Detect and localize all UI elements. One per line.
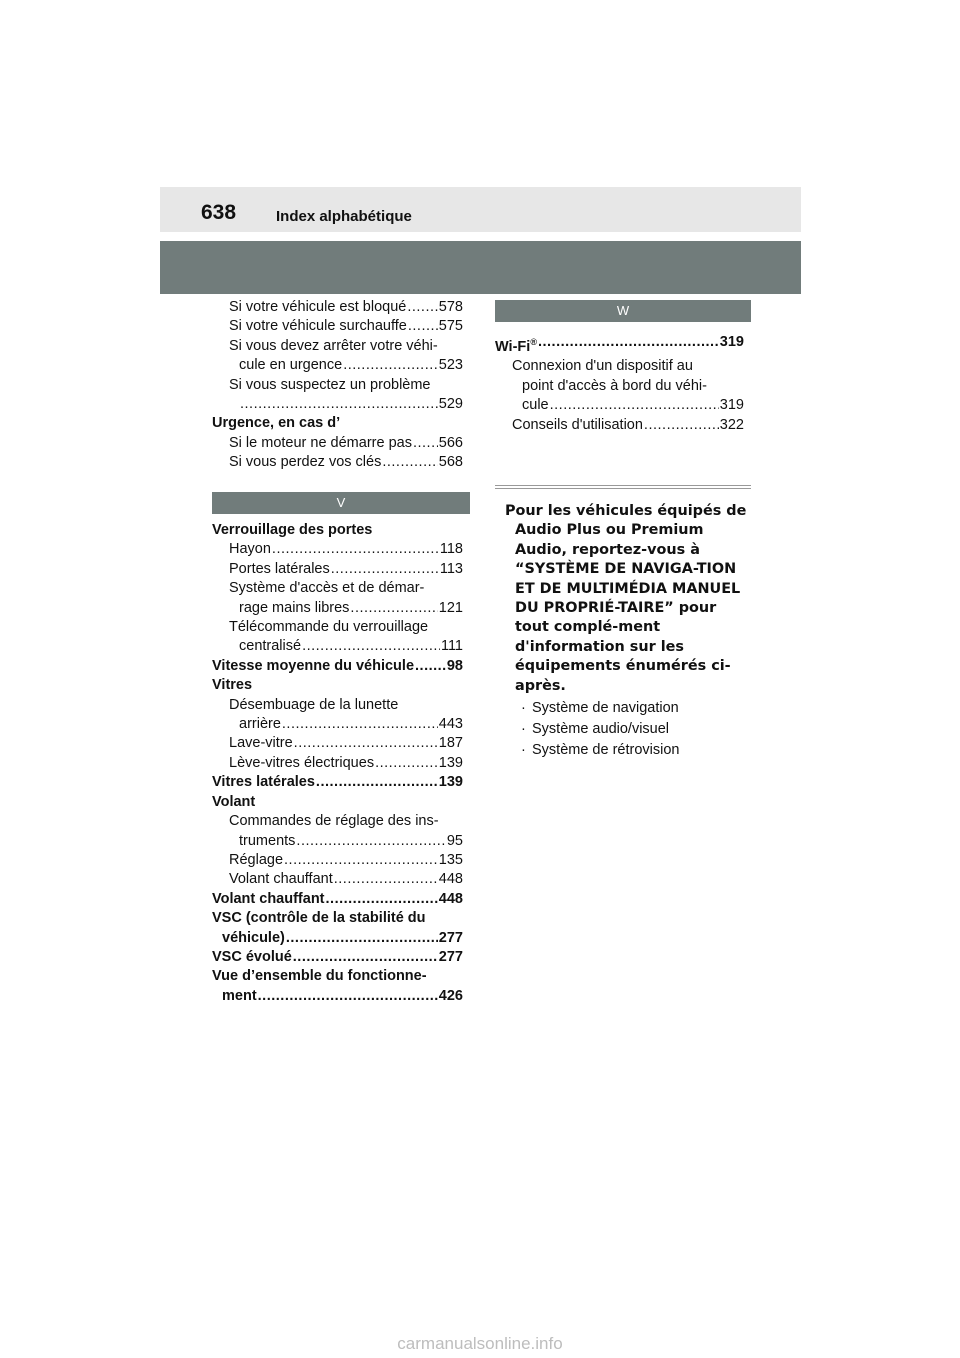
header-band (160, 241, 801, 294)
page-number: 638 (201, 201, 237, 224)
dot-leader (415, 657, 446, 676)
entry-text: Lève-vitres électriques (229, 754, 375, 771)
entry-text: Désembuage de la lunette (229, 696, 399, 713)
dot-leader (343, 356, 438, 375)
index-subentry[interactable] (212, 337, 463, 376)
entry-text: Commandes de réglage des ins- (229, 813, 439, 830)
entry-text: VSC évolué (212, 948, 292, 965)
index-entry[interactable] (212, 521, 463, 540)
note-divider (495, 485, 751, 489)
entry-text: Conseils d'utilisation (512, 416, 643, 433)
entry-page: 443 (438, 716, 463, 733)
entry-page: 277 (438, 948, 463, 965)
entry-page: 139 (438, 774, 463, 791)
entry-text: Verrouillage des portes (212, 522, 373, 538)
entry-page: 566 (438, 434, 463, 451)
entry-text: Volant (212, 793, 256, 810)
index-entry[interactable] (212, 909, 463, 948)
entry-text: Si le moteur ne démarre pas (229, 434, 412, 451)
dot-leader (286, 929, 438, 948)
entry-text: Volant chauffant (229, 871, 333, 888)
entry-text: Vitres latérales (212, 774, 315, 791)
dot-leader (644, 416, 719, 435)
index-subentry[interactable] (212, 579, 463, 618)
entry-page: 135 (438, 851, 463, 868)
entry-text: arrière (239, 716, 281, 733)
entry-text: truments (239, 832, 296, 849)
dot-leader (316, 773, 438, 792)
entry-text: Vitres (212, 677, 253, 694)
page-title: Index alphabétique (276, 208, 412, 225)
entry-text: Hayon (229, 541, 271, 558)
index-subentry[interactable] (212, 434, 463, 453)
dot-leader (258, 987, 438, 1006)
entry-text: VSC (contrôle de la stabilité du (212, 910, 426, 927)
bullet-mark: · (521, 721, 526, 738)
entry-page: 113 (439, 560, 463, 577)
left-column-v (212, 521, 463, 1006)
dot-leader (293, 948, 438, 967)
entry-page: 111 (440, 638, 463, 655)
entry-text: rage mains libres (239, 599, 350, 616)
entry-text: Volant chauffant (212, 890, 325, 907)
index-entry[interactable] (212, 948, 463, 967)
bullet-text: Système de navigation (532, 700, 679, 717)
entry-text: véhicule) (222, 929, 285, 946)
index-subentry[interactable] (212, 376, 463, 415)
dot-leader (375, 754, 438, 773)
index-subentry[interactable] (212, 870, 463, 889)
dot-leader (302, 637, 440, 656)
entry-page: 529 (438, 396, 463, 413)
entry-text: Si vous suspectez un problème (229, 376, 431, 393)
index-entry[interactable] (212, 676, 463, 695)
bullet-item (521, 719, 749, 740)
dot-leader (350, 599, 437, 618)
dot-leader (408, 317, 438, 336)
bullet-item (521, 740, 749, 761)
entry-page: 322 (719, 416, 744, 433)
note-bullets (505, 698, 749, 761)
index-entry[interactable] (212, 967, 463, 1006)
index-subentry[interactable] (212, 453, 463, 472)
entry-page: 426 (438, 987, 463, 1004)
entry-page: 578 (438, 299, 463, 315)
header-strip (160, 187, 801, 232)
entry-page: 319 (719, 397, 744, 414)
index-subentry[interactable] (212, 696, 463, 735)
dot-leader (272, 540, 439, 559)
entry-page: 98 (446, 657, 463, 674)
dot-leader (334, 870, 438, 889)
dot-leader (413, 434, 438, 453)
entry-page: 448 (438, 871, 463, 888)
index-subentry[interactable] (212, 560, 463, 579)
entry-text: Lave-vitre (229, 735, 293, 752)
dot-leader (282, 715, 438, 734)
dot-leader (538, 333, 719, 357)
index-subentry[interactable] (212, 298, 463, 317)
index-entry[interactable] (212, 793, 463, 812)
index-subentry[interactable] (212, 540, 463, 559)
section-letter-v: V (212, 492, 470, 514)
index-subentry[interactable] (212, 812, 463, 851)
entry-text: cule en urgence (239, 357, 343, 374)
index-entry[interactable] (212, 890, 463, 909)
entry-page: 121 (438, 599, 463, 616)
entry-text: Système d'accès et de démar- (229, 580, 425, 597)
entry-text: Télécommande du verrouillage (229, 619, 429, 636)
bullet-text: Système audio/visuel (532, 721, 670, 738)
index-subentry[interactable] (212, 851, 463, 870)
entry-page: 575 (438, 318, 463, 335)
index-entry[interactable] (212, 773, 463, 792)
bullet-text: Système de rétrovision (532, 742, 680, 759)
entry-text: Vitesse moyenne du véhicule (212, 657, 415, 674)
entry-page: 118 (439, 541, 463, 558)
entry-text: Si vous perdez vos clés (229, 454, 382, 471)
entry-text: Si votre véhicule est bloqué (229, 299, 407, 315)
entry-text: Si votre véhicule surchauffe (229, 318, 407, 335)
index-subentry[interactable] (495, 357, 744, 415)
entry-text: Wi-Fi® (495, 337, 537, 355)
entry-page: 139 (438, 754, 463, 771)
index-entry[interactable] (212, 657, 463, 676)
entry-page: 95 (446, 832, 463, 849)
entry-text: Réglage (229, 851, 284, 868)
index-subentry[interactable] (212, 754, 463, 773)
dot-leader (550, 396, 719, 415)
entry-text: Vue d’ensemble du fonctionne- (212, 968, 427, 985)
bullet-mark: · (521, 700, 526, 717)
entry-page: 277 (438, 929, 463, 946)
index-entry[interactable] (495, 333, 744, 357)
dot-leader (382, 453, 437, 472)
entry-text: cule (522, 397, 549, 414)
dot-leader (407, 298, 437, 317)
left-column-top (212, 298, 463, 473)
entry-text: Si vous devez arrêter votre véhi- (229, 337, 438, 354)
note-box (505, 502, 749, 761)
entry-page: 448 (438, 890, 463, 907)
entry-text: Connexion d'un dispositif au (512, 358, 693, 375)
dot-leader (296, 832, 445, 851)
entry-text: point d'accès à bord du véhi- (522, 377, 707, 394)
bullet-item (521, 698, 749, 719)
dot-leader (240, 395, 438, 414)
index-subentry[interactable] (212, 618, 463, 657)
dot-leader (294, 734, 438, 753)
entry-text: ment (222, 987, 257, 1004)
dot-leader (331, 560, 439, 579)
entry-text: Portes latérales (229, 560, 330, 577)
index-subentry[interactable] (495, 416, 744, 435)
dot-leader (284, 851, 438, 870)
index-entry[interactable] (212, 414, 463, 433)
entry-page: 319 (719, 334, 744, 350)
note-text: Pour les véhicules équipés de Audio Plus ou Premium Audio, reportez-vous à “SYSTÈME DE NAVIGA-TION ET DE MULTIMÉDIA MANUEL DU PROPRIÉ-TAIRE” pour tout complé-ment d'information sur les équipements énumérés ci-après. (505, 503, 747, 694)
dot-leader (326, 890, 438, 909)
entry-text: Urgence, en cas d’ (212, 415, 341, 432)
bullet-mark: · (521, 742, 526, 759)
section-letter-w: W (495, 300, 751, 322)
entry-page: 523 (438, 357, 463, 374)
entry-page: 568 (438, 454, 463, 471)
index-subentry[interactable] (212, 317, 463, 336)
index-subentry[interactable] (212, 734, 463, 753)
right-column-w (495, 333, 744, 435)
entry-text: centralisé (239, 638, 302, 655)
watermark: carmanualsonline.info (397, 1334, 563, 1353)
entry-page: 187 (438, 735, 463, 752)
registered-mark: ® (530, 337, 537, 347)
